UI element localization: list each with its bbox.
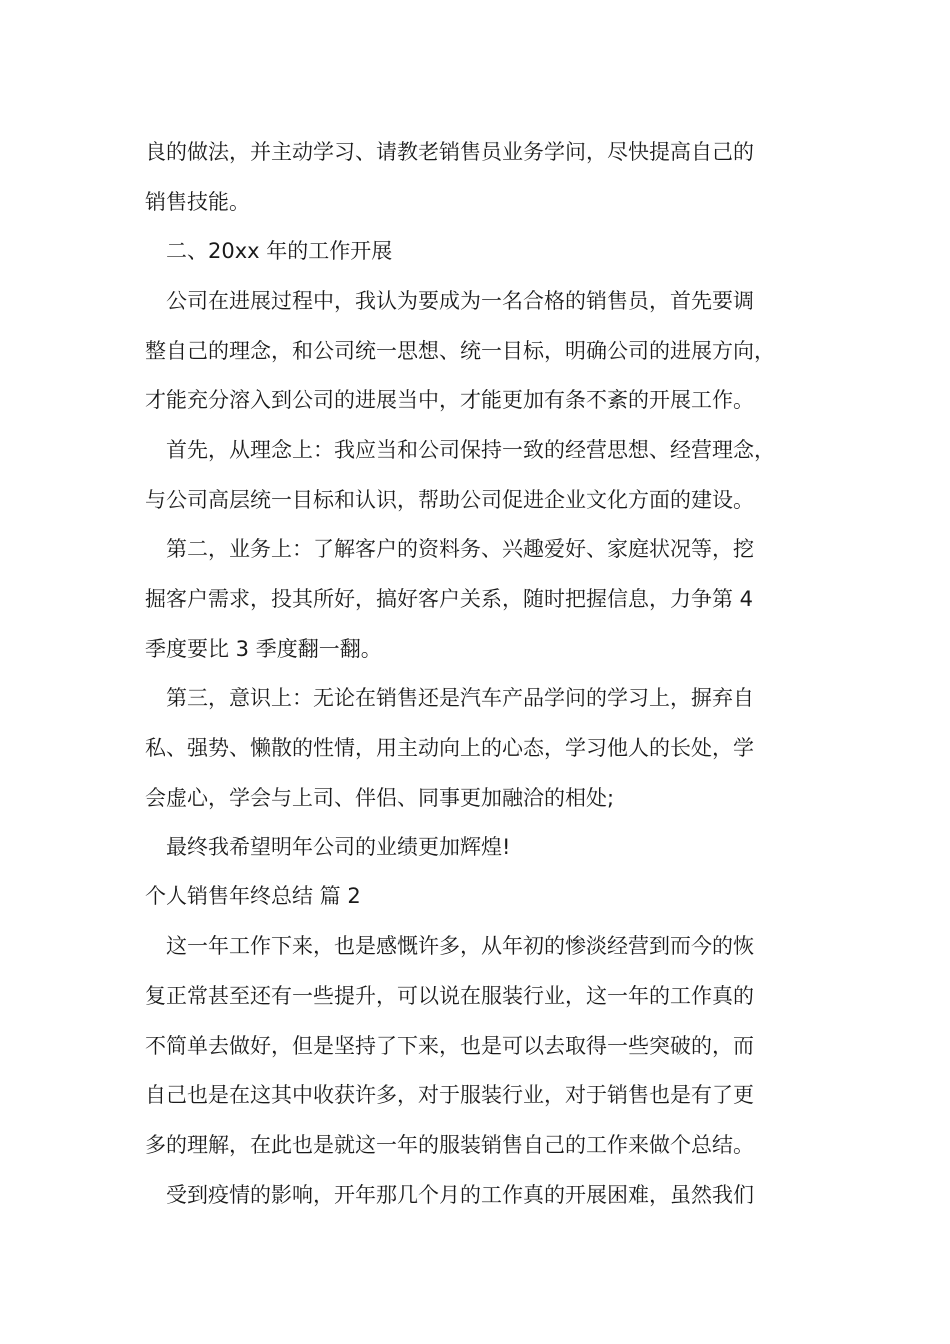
text-line: 季度要比 3 季度翻一翻。	[145, 637, 382, 661]
text-line: 整自己的理念，和公司统一思想、统一目标，明确公司的进展方向，	[145, 339, 775, 363]
text-line: 掘客户需求，投其所好，搞好客户关系，随时把握信息，力争第 4	[145, 587, 754, 611]
text-line: 与公司高层统一目标和认识，帮助公司促进企业文化方面的建设。	[145, 488, 754, 512]
article-heading: 个人销售年终总结 篇 2	[145, 884, 361, 908]
text-line: 受到疫情的影响，开年那几个月的工作真的开展困难，虽然我们	[166, 1183, 754, 1207]
text-line: 自己也是在这其中收获许多，对于服装行业，对于销售也是有了更	[145, 1083, 754, 1107]
text-line: 良的做法，并主动学习、请教老销售员业务学问，尽快提高自己的	[145, 140, 754, 164]
text-line: 这一年工作下来，也是感慨许多，从年初的惨淡经营到而今的恢	[166, 934, 754, 958]
text-line: 复正常甚至还有一些提升，可以说在服装行业，这一年的工作真的	[145, 984, 754, 1008]
text-line: 私、强势、懒散的性情，用主动向上的心态，学习他人的长处，学	[145, 736, 754, 760]
text-line: 多的理解，在此也是就这一年的服装销售自己的工作来做个总结。	[145, 1133, 754, 1157]
text-line: 首先，从理念上：我应当和公司保持一致的经营思想、经营理念，	[166, 438, 775, 462]
text-line: 不简单去做好，但是坚持了下来，也是可以去取得一些突破的，而	[145, 1034, 754, 1058]
section-heading: 二、20xx 年的工作开展	[166, 239, 393, 263]
text-line: 最终我希望明年公司的业绩更加辉煌!	[166, 835, 511, 859]
text-line: 第三，意识上：无论在销售还是汽车产品学问的学习上，摒弃自	[166, 686, 754, 710]
text-line: 才能充分溶入到公司的进展当中，才能更加有条不紊的开展工作。	[145, 388, 754, 412]
text-line: 第二，业务上：了解客户的资料务、兴趣爱好、家庭状况等，挖	[166, 537, 754, 561]
text-line: 会虚心，学会与上司、伴侣、同事更加融洽的相处;	[145, 786, 615, 810]
text-line: 销售技能。	[145, 190, 250, 214]
text-line: 公司在进展过程中，我认为要成为一名合格的销售员，首先要调	[166, 289, 754, 313]
